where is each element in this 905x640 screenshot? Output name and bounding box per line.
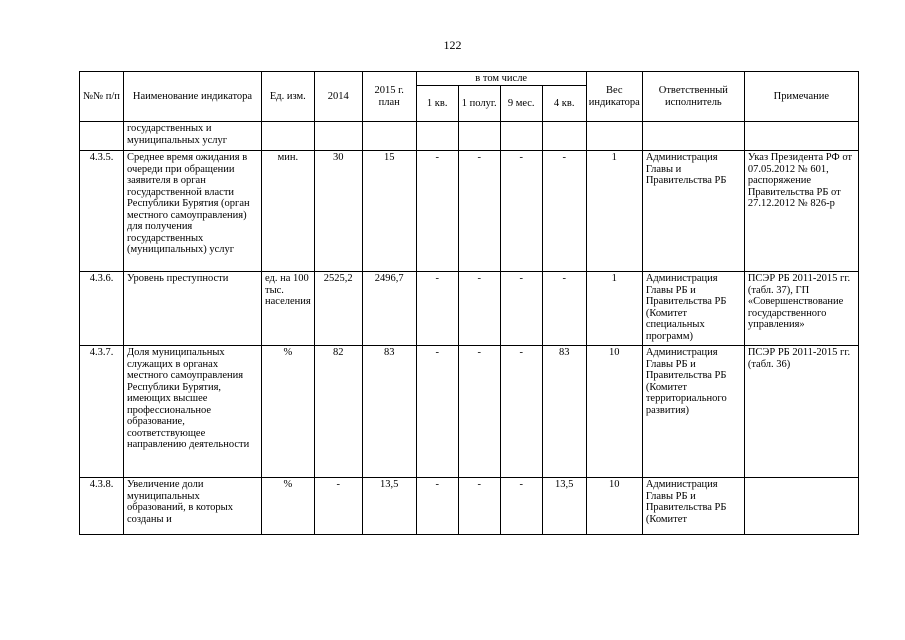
- cell-q4: 83: [542, 346, 586, 478]
- cell-responsible: Администрация Главы РБ и Правительства РБ (Комитет: [642, 478, 744, 535]
- cell-note: [744, 122, 858, 151]
- cell-q1: -: [416, 151, 458, 272]
- cell-note: [744, 478, 858, 535]
- cell-responsible: Администрация Главы и Правительства РБ: [642, 151, 744, 272]
- cell-2014: 82: [314, 346, 362, 478]
- cell-q1: -: [416, 478, 458, 535]
- table-row: [80, 346, 859, 478]
- header-q4: 4 кв.: [542, 86, 586, 122]
- header-half-year: 1 полуг.: [458, 86, 500, 122]
- cell-num: 4.3.5.: [80, 151, 124, 272]
- cell-name: Увеличение доли муниципальных образований, в которых созданы и: [124, 478, 262, 535]
- cell-2015: 13,5: [362, 478, 416, 535]
- cell-name: Среднее время ожидания в очереди при обращении заявителя в орган государственной власти Республики Бурятия (орган местного самоуправления) для получения государственных (муниципальных) услуг: [124, 151, 262, 272]
- header-2015-plan: 2015 г. план: [362, 72, 416, 122]
- cell-weight: 10: [586, 346, 642, 478]
- cell-9-months: -: [500, 478, 542, 535]
- header-9-months: 9 мес.: [500, 86, 542, 122]
- cell-q1: -: [416, 346, 458, 478]
- cell-half-year: -: [458, 151, 500, 272]
- cell-note: ПСЭР РБ 2011-2015 гг. (табл. 37), ГП «Совершенствование государственного управления»: [744, 272, 858, 346]
- cell-num: [80, 122, 124, 151]
- cell-q1: [416, 122, 458, 151]
- cell-q4: [542, 122, 586, 151]
- cell-q1: -: [416, 272, 458, 346]
- cell-half-year: -: [458, 346, 500, 478]
- cell-name: Уровень преступности: [124, 272, 262, 346]
- cell-responsible: Администрация Главы РБ и Правительства РБ (Комитет специальных программ): [642, 272, 744, 346]
- header-unit: Ед. изм.: [262, 72, 315, 122]
- cell-weight: 1: [586, 151, 642, 272]
- cell-9-months: -: [500, 151, 542, 272]
- header-name: Наименование индикатора: [124, 72, 262, 122]
- header-note: Примечание: [744, 72, 858, 122]
- cell-2014: -: [314, 478, 362, 535]
- cell-9-months: -: [500, 346, 542, 478]
- cell-2014: [314, 122, 362, 151]
- header-row-1: [80, 72, 859, 86]
- cell-9-months: -: [500, 272, 542, 346]
- cell-half-year: -: [458, 478, 500, 535]
- cell-responsible: [642, 122, 744, 151]
- cell-note: ПСЭР РБ 2011-2015 гг. (табл. 36): [744, 346, 858, 478]
- cell-2014: 2525,2: [314, 272, 362, 346]
- cell-unit: %: [262, 478, 315, 535]
- table-row: [80, 478, 859, 535]
- indicators-table: [79, 71, 859, 535]
- cell-2015: 2496,7: [362, 272, 416, 346]
- cell-half-year: -: [458, 272, 500, 346]
- table-row: [80, 272, 859, 346]
- cell-9-months: [500, 122, 542, 151]
- cell-q4: -: [542, 272, 586, 346]
- table-row: [80, 151, 859, 272]
- cell-note: Указ Президента РФ от 07.05.2012 № 601, распоряжение Правительства РБ от 27.12.2012 № 826-р: [744, 151, 858, 272]
- cell-q4: -: [542, 151, 586, 272]
- cell-q4: 13,5: [542, 478, 586, 535]
- cell-unit: [262, 122, 315, 151]
- header-responsible: Ответственный исполнитель: [642, 72, 744, 122]
- page-number: 122: [443, 38, 462, 52]
- cell-weight: [586, 122, 642, 151]
- cell-weight: 10: [586, 478, 642, 535]
- table-row: [80, 122, 859, 151]
- cell-name: Доля муниципальных служащих в органах местного самоуправления Республики Бурятия, имеющих высшее профессиональное образование, соответствующее направлению деятельности: [124, 346, 262, 478]
- cell-2015: [362, 122, 416, 151]
- header-2014: 2014: [314, 72, 362, 122]
- header-including: в том числе: [416, 72, 586, 86]
- header-q1: 1 кв.: [416, 86, 458, 122]
- cell-num: 4.3.6.: [80, 272, 124, 346]
- cell-unit: ед. на 100 тыс. населения: [262, 272, 315, 346]
- cell-num: 4.3.7.: [80, 346, 124, 478]
- cell-unit: %: [262, 346, 315, 478]
- cell-weight: 1: [586, 272, 642, 346]
- cell-unit: мин.: [262, 151, 315, 272]
- cell-num: 4.3.8.: [80, 478, 124, 535]
- cell-name: государственных и муниципальных услуг: [124, 122, 262, 151]
- cell-2014: 30: [314, 151, 362, 272]
- cell-half-year: [458, 122, 500, 151]
- cell-2015: 83: [362, 346, 416, 478]
- header-num: №№ п/п: [80, 72, 124, 122]
- cell-responsible: Администрация Главы РБ и Правительства РБ (Комитет территориального развития): [642, 346, 744, 478]
- cell-2015: 15: [362, 151, 416, 272]
- header-weight: Вес индикатора: [586, 72, 642, 122]
